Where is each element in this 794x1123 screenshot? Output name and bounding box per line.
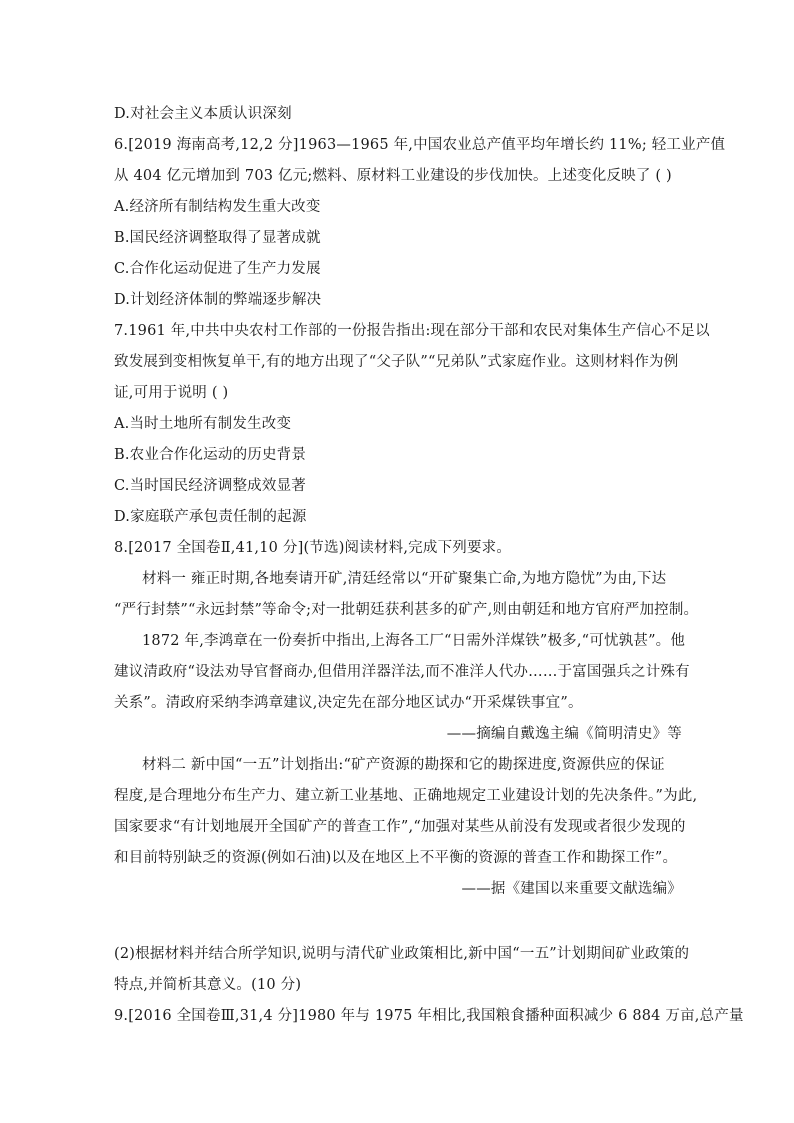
- material-1-para-1-line-1: 材料一 雍正时期,各地奏请开矿,清廷经常以“开矿聚集亡命,为地方隐忧”为由,下达: [142, 571, 667, 587]
- material-1-source: ——摘编自戴逸主编《简明清史》等: [446, 726, 682, 742]
- q7-option-d: D.家庭联产承包责任制的起源: [114, 509, 307, 525]
- q7-stem-line-1: 7.1961 年,中共中央农村工作部的一份报告指出:现在部分干部和农民对集体生产信心不足以: [114, 323, 710, 339]
- q6-stem-line-2: 从 404 亿元增加到 703 亿元;燃料、原材料工业建设的步伐加快。上述变化反映了 ( ): [114, 168, 672, 184]
- q7-stem-line-2: 致发展到变相恢复单干,有的地方出现了“父子队”“兄弟队”式家庭作业。这则材料作为例: [114, 354, 679, 370]
- q5-option-d: D.对社会主义本质认识深刻: [114, 106, 292, 122]
- material-2-source: ——据《建国以来重要文献选编》: [461, 881, 682, 897]
- q6-option-a: A.经济所有制结构发生重大改变: [114, 199, 321, 215]
- q6-option-b: B.国民经济调整取得了显著成就: [114, 230, 321, 246]
- q7-option-c: C.当时国民经济调整成效显著: [114, 478, 306, 494]
- q7-option-a: A.当时土地所有制发生改变: [114, 416, 292, 432]
- material-1-para-2-line-3: 关系”。清政府采纳李鸿章建议,决定先在部分地区试办“开采煤铁事宜”。: [114, 695, 583, 711]
- material-2-line-1: 材料二 新中国“一五”计划指出:“矿产资源的勘探和它的勘探进度,资源供应的保证: [142, 757, 665, 773]
- q6-stem-line-1: 6.[2019 海南高考,12,2 分]1963—1965 年,中国农业总产值平均年增长约 11%; 轻工业产值: [114, 137, 726, 153]
- material-2-line-4: 和目前特别缺乏的资源(例如石油)以及在地区上不平衡的资源的普查工作和勘探工作”。: [114, 850, 678, 866]
- q7-stem-line-3: 证,可用于说明 ( ): [114, 385, 229, 401]
- material-1-para-1-line-2: “严行封禁”“永远封禁”等命令;对一批朝廷获利甚多的矿产,则由朝廷和地方官府严加控制。: [114, 602, 699, 618]
- material-2-line-2: 程度,是合理地分布生产力、建立新工业基地、正确地规定工业建设计划的先决条件。”为此,: [114, 788, 698, 804]
- q6-option-c: C.合作化运动促进了生产力发展: [114, 261, 321, 277]
- q8-stem: 8.[2017 全国卷Ⅱ,41,10 分](节选)阅读材料,完成下列要求。: [114, 540, 512, 556]
- q6-option-d: D.计划经济体制的弊端逐步解决: [114, 292, 322, 308]
- q9-stem-line-1: 9.[2016 全国卷Ⅲ,31,4 分]1980 年与 1975 年相比,我国粮食播种面积减少 6 884 万亩,总产量: [114, 1008, 744, 1024]
- q8-sub2-line-2: 特点,并简析其意义。(10 分): [114, 977, 302, 993]
- material-1-para-2-line-1: 1872 年,李鸿章在一份奏折中指出,上海各工厂“日需外洋煤铁”极多,“可忧孰甚”。他: [142, 633, 686, 649]
- material-1-para-2-line-2: 建议清政府“设法劝导官督商办,但借用洋器洋法,而不准洋人代办……于富国强兵之计殊有: [114, 664, 690, 680]
- q7-option-b: B.农业合作化运动的历史背景: [114, 447, 307, 463]
- material-2-line-3: 国家要求“有计划地展开全国矿产的普查工作”,“加强对某些从前没有发现或者很少发现的: [114, 819, 686, 835]
- q8-sub2-line-1: (2)根据材料并结合所学知识,说明与清代矿业政策相比,新中国“一五”计划期间矿业政策的: [114, 946, 690, 962]
